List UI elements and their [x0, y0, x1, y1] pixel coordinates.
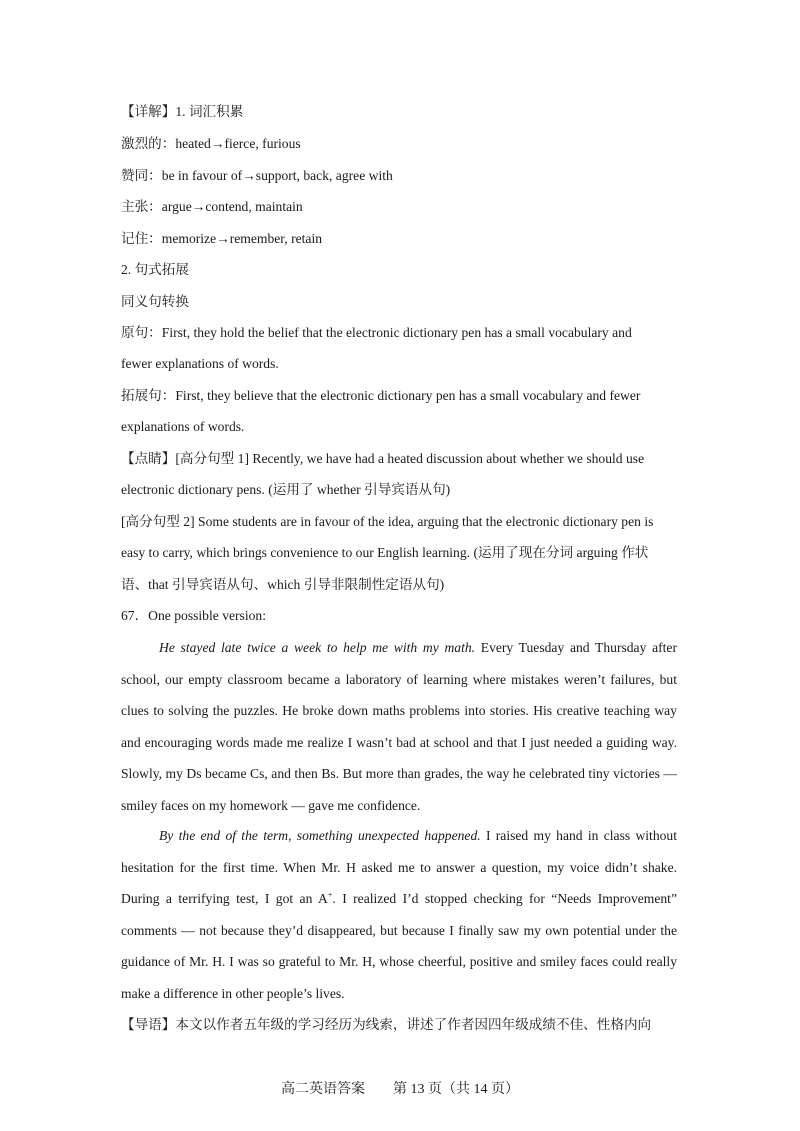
highlight-line: electronic dictionary pens. (运用了 whether 引导宾语从句) — [121, 482, 451, 497]
grade-superscript: + — [327, 890, 333, 900]
question-number: 67．One possible version: — [121, 608, 266, 623]
vocab-line: 记住：memorize→remember, retain — [121, 231, 323, 246]
vocab-line: 激烈的：heated→fierce, furious — [121, 136, 301, 151]
essay-p2-opening: By the end of the term, something unexpected happened. — [159, 828, 481, 843]
original-sentence: 原句：First, they hold the belief that the electronic dictionary pen has a small vocabulary and — [121, 325, 632, 340]
essay-paragraph-1 — [121, 632, 677, 822]
page-footer: 高二英语答案 第 13 页（共 14 页） — [281, 1082, 519, 1097]
essay-p1-body: Every Tuesday and Thursday after school, our empty classroom became a laboratory of learning where mistakes weren’t failures, but clues to solving the puzzles. He broke down maths problems into stories. His creative teaching way and encouraging words made me realize I wasn’t bad at school and that I just needed a guiding way. Slowly, my Ds became Cs, and then Bs. But more than grades, the way he celebrated tiny victories — smiley faces on my homework — gave me confidence. — [121, 640, 677, 813]
detail-heading: 【详解】1. 词汇积累 — [121, 104, 244, 119]
subsection-heading: 同义句转换 — [121, 294, 189, 309]
highlight-line: 语、that 引导宾语从句、which 引导非限制性定语从句) — [121, 577, 445, 592]
original-sentence-cont: fewer explanations of words. — [121, 356, 279, 371]
highlight-line: easy to carry, which brings convenience to our English learning. (运用了现在分词 arguing 作状 — [121, 545, 649, 560]
highlight-line: 【点睛】[高分句型 1] Recently, we have had a heated discussion about whether we should use — [121, 451, 645, 466]
vocab-line: 主张：argue→contend, maintain — [121, 199, 303, 214]
vocab-line: 赞同：be in favour of→support, back, agree with — [121, 168, 393, 183]
essay-p2-text-a: I raised my hand in class without hesitation for the first time. When Mr. H asked me to answer a question, my voice didn’t shake. During a terrifying test, I got an A — [121, 828, 677, 907]
highlight-line: [高分句型 2] Some students are in favour of the idea, arguing that the electronic dictionary pen is — [121, 514, 654, 529]
expanded-sentence: 拓展句：First, they believe that the electronic dictionary pen has a small vocabulary and fewer — [121, 388, 641, 403]
guide-line: 【导语】本文以作者五年级的学习经历为线索，讲述了作者因四年级成绩不佳、性格内向 — [121, 1017, 652, 1032]
essay-paragraph-2 — [121, 820, 677, 1010]
essay-p1-opening: He stayed late twice a week to help me with my math. — [159, 640, 476, 655]
section-heading: 2. 句式拓展 — [121, 262, 189, 277]
expanded-sentence-cont: explanations of words. — [121, 419, 245, 434]
essay-p2-text-b: . I realized I’d stopped checking for “Needs Improvement” comments — not because they’d disappeared, but because I finally saw my own potential under the guidance of Mr. H. I was so grateful to Mr. H, whose cheerful, positive and smiley faces could really make a difference in other people’s lives. — [121, 891, 677, 1001]
